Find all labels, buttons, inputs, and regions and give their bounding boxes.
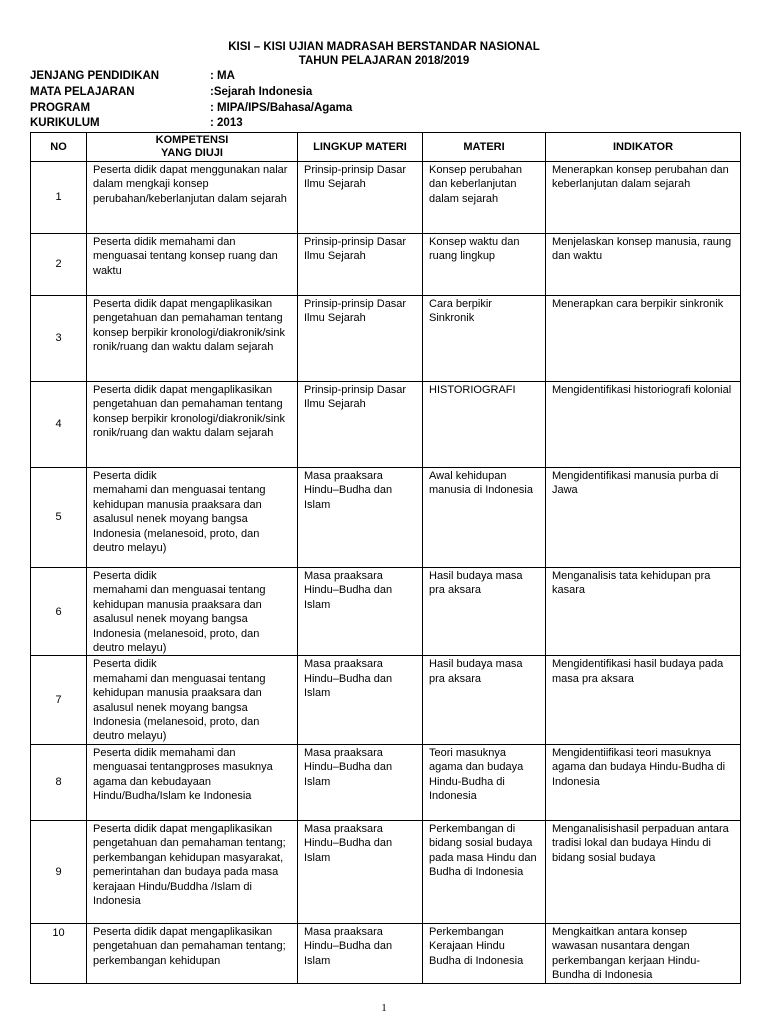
cell-lingkup-materi: Masa praaksara Hindu–Budha dan Islam [298, 744, 423, 820]
cell-indikator: Mengkaitkan antara konsep wawasan nusantara dengan perkembangan kerjaan Hindu-Bundha di Indonesia [546, 923, 741, 983]
cell-indikator: Mengidentifikasi historiografi kolonial [546, 382, 741, 468]
cell-materi: Awal kehidupan manusia di Indonesia [423, 468, 546, 568]
row-number: 5 [31, 468, 87, 568]
cell-indikator: Mengidentifikasi hasil budaya pada masa pra aksara [546, 656, 741, 744]
cell-lingkup-materi: Prinsip-prinsip Dasar Ilmu Sejarah [298, 382, 423, 468]
cell-kompetensi: Peserta didik memahami dan menguasai tentang kehidupan manusia praaksara dan asalusul nenek moyang bangsa Indonesia (melanesoid, proto, dan deutro melayu) [87, 656, 298, 744]
row-number: 4 [31, 382, 87, 468]
row-number: 1 [31, 162, 87, 234]
column-header-lingkup-materi: LINGKUP MATERI [298, 133, 423, 162]
cell-lingkup-materi: Prinsip-prinsip Dasar Ilmu Sejarah [298, 234, 423, 296]
table-row [31, 820, 741, 923]
table-row [31, 468, 741, 568]
column-header-no: NO [31, 133, 87, 162]
cell-kompetensi: Peserta didik dapat mengaplikasikan pengetahuan dan pemahaman tentang konsep berpikir kronologi/diakronik/sink ronik/ruang dan waktu dalam sejarah [87, 296, 298, 382]
cell-kompetensi: Peserta didik dapat mengaplikasikan pengetahuan dan pemahaman tentang; perkembangan kehidupan masyarakat, pemerintahan dan budaya pada masa kerajaan Hindu/Buddha /Islam di Indonesia [87, 820, 298, 923]
cell-kompetensi: Peserta didik memahami dan menguasai tentang kehidupan manusia praaksara dan asalusul nenek moyang bangsa Indonesia (melanesoid, proto, dan deutro melayu) [87, 568, 298, 656]
cell-lingkup-materi: Masa praaksara Hindu–Budha dan Islam [298, 568, 423, 656]
cell-materi: Cara berpikir Sinkronik [423, 296, 546, 382]
meta-value: :Sejarah Indonesia [210, 86, 313, 98]
cell-kompetensi: Peserta didik dapat mengaplikasikan pengetahuan dan pemahaman tentang konsep berpikir kronologi/diakronik/sink ronik/ruang dan waktu dalam sejarah [87, 382, 298, 468]
cell-indikator: Mengidentifikasi manusia purba di Jawa [546, 468, 741, 568]
cell-materi: Konsep waktu dan ruang lingkup [423, 234, 546, 296]
meta-label: JENJANG PENDIDIKAN [30, 70, 160, 82]
cell-indikator: Menerapkan cara berpikir sinkronik [546, 296, 741, 382]
cell-lingkup-materi: Masa praaksara Hindu–Budha dan Islam [298, 820, 423, 923]
table-row [31, 744, 741, 820]
row-number: 8 [31, 744, 87, 820]
meta-label: KURIKULUM [30, 117, 100, 129]
meta-row-mata-pelajaran [30, 85, 312, 100]
cell-lingkup-materi: Prinsip-prinsip Dasar Ilmu Sejarah [298, 296, 423, 382]
table-header-row [31, 133, 741, 162]
row-number: 10 [31, 923, 87, 983]
column-header-kompetensi: KOMPETENSI YANG DIUJI [87, 133, 298, 162]
document-subtitle: TAHUN PELAJARAN 2018/2019 [298, 55, 470, 67]
meta-label: PROGRAM [30, 102, 91, 114]
cell-indikator: Menerapkan konsep perubahan dan keberlanjutan dalam sejarah [546, 162, 741, 234]
page-number: 1 [381, 1002, 387, 1014]
document-title: KISI – KISI UJIAN MADRASAH BERSTANDAR NASIONAL [228, 41, 540, 53]
cell-lingkup-materi: Masa praaksara Hindu–Budha dan Islam [298, 656, 423, 744]
cell-lingkup-materi: Prinsip-prinsip Dasar Ilmu Sejarah [298, 162, 423, 234]
cell-materi: Konsep perubahan dan keberlanjutan dalam sejarah [423, 162, 546, 234]
table-row [31, 234, 741, 296]
meta-label: MATA PELAJARAN [30, 86, 135, 98]
meta-row-kurikulum [30, 116, 243, 131]
cell-kompetensi: Peserta didik memahami dan menguasai tentang konsep ruang dan waktu [87, 234, 298, 296]
row-number: 9 [31, 820, 87, 923]
cell-lingkup-materi: Masa praaksara Hindu–Budha dan Islam [298, 468, 423, 568]
table-row [31, 382, 741, 468]
table-row [31, 162, 741, 234]
cell-lingkup-materi: Masa praaksara Hindu–Budha dan Islam [298, 923, 423, 983]
meta-row-program [30, 101, 352, 116]
cell-indikator: Menganalisis tata kehidupan pra kasara [546, 568, 741, 656]
cell-kompetensi: Peserta didik dapat menggunakan nalar dalam mengkaji konsep perubahan/keberlanjutan dalam sejarah [87, 162, 298, 234]
cell-materi: HISTORIOGRAFI [423, 382, 546, 468]
cell-materi: Hasil budaya masa pra aksara [423, 656, 546, 744]
cell-indikator: Menganalisishasil perpaduan antara tradisi lokal dan budaya Hindu di bidang sosial budaya [546, 820, 741, 923]
cell-materi: Teori masuknya agama dan budaya Hindu-Budha di Indonesia [423, 744, 546, 820]
column-header-materi: MATERI [423, 133, 546, 162]
cell-kompetensi: Peserta didik memahami dan menguasai tentang kehidupan manusia praaksara dan asalusul nenek moyang bangsa Indonesia (melanesoid, proto, dan deutro melayu) [87, 468, 298, 568]
table-row [31, 296, 741, 382]
kisi-kisi-table [30, 132, 741, 984]
table-row [31, 656, 741, 744]
cell-kompetensi: Peserta didik memahami dan menguasai tentangproses masuknya agama dan kebudayaan Hindu/Budha/Islam ke Indonesia [87, 744, 298, 820]
cell-materi: Perkembangan Kerajaan Hindu Budha di Indonesia [423, 923, 546, 983]
meta-value: : MA [210, 70, 235, 82]
row-number: 3 [31, 296, 87, 382]
row-number: 6 [31, 568, 87, 656]
meta-row-jenjang [30, 69, 235, 84]
column-header-indikator: INDIKATOR [546, 133, 741, 162]
cell-indikator: Menjelaskan konsep manusia, raung dan waktu [546, 234, 741, 296]
cell-indikator: Mengidentiifikasi teori masuknya agama dan budaya Hindu-Budha di Indonesia [546, 744, 741, 820]
table-row [31, 568, 741, 656]
cell-materi: Hasil budaya masa pra aksara [423, 568, 546, 656]
meta-value: : MIPA/IPS/Bahasa/Agama [210, 102, 353, 114]
row-number: 2 [31, 234, 87, 296]
meta-value: : 2013 [210, 117, 243, 129]
cell-kompetensi: Peserta didik dapat mengaplikasikan pengetahuan dan pemahaman tentang; perkembangan kehidupan [87, 923, 298, 983]
row-number: 7 [31, 656, 87, 744]
cell-materi: Perkembangan di bidang sosial budaya pada masa Hindu dan Budha di Indonesia [423, 820, 546, 923]
table-row [31, 923, 741, 983]
